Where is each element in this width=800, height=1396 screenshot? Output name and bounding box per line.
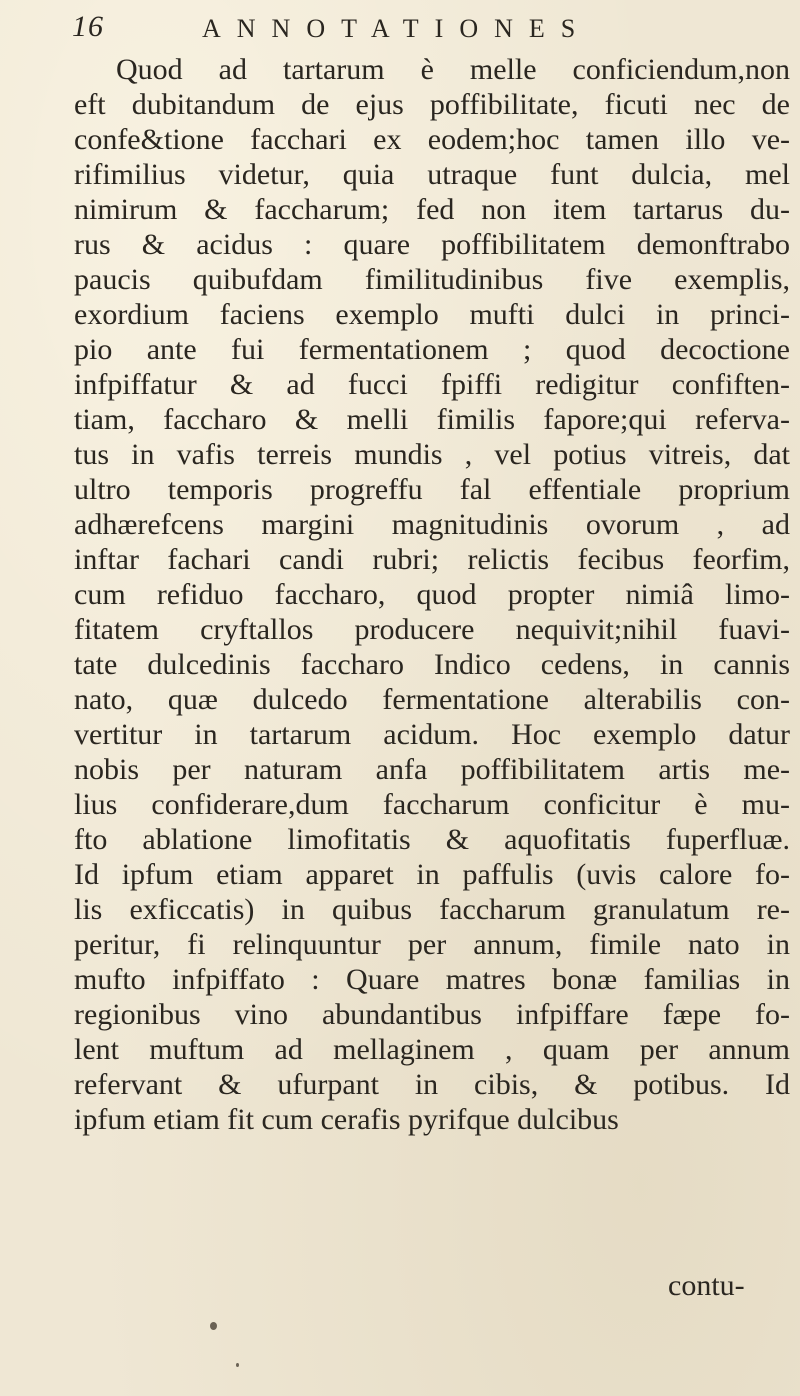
text-line: nimirum & faccharum; fed non item tartarus du- <box>74 193 790 226</box>
text-line: lis exficcatis) in quibus faccharum granulatum re- <box>74 893 790 926</box>
body-text <box>74 52 790 1137</box>
text-line: Id ipfum etiam apparet in paffulis (uvis calore fo- <box>74 858 790 891</box>
text-line: tate dulcedinis faccharo Indico cedens, in cannis <box>74 648 790 681</box>
text-line: fitatem cryftallos producere nequivit;nihil fuavi- <box>74 613 790 646</box>
text-line: infpiffatur & ad fucci fpiffi redigitur confiften- <box>74 368 790 401</box>
text-line: peritur, fi relinquuntur per annum, fimile nato in <box>74 928 790 961</box>
text-line: refervant & ufurpant in cibis, & potibus. Id <box>74 1068 790 1101</box>
text-line: tus in vafis terreis mundis , vel potius vitreis, dat <box>74 438 790 471</box>
text-line: tiam, faccharo & melli fimilis fapore;qui referva- <box>74 403 790 436</box>
text-line: rus & acidus : quare poffibilitatem demonftrabo <box>74 228 790 261</box>
text-line: mufto infpiffato : Quare matres bonæ familias in <box>74 963 790 996</box>
text-line: ultro temporis progreffu fal effentiale proprium <box>74 473 790 506</box>
text-line: vertitur in tartarum acidum. Hoc exemplo datur <box>74 718 790 751</box>
ink-speck <box>210 1322 217 1330</box>
text-line: ipfum etiam fit cum cerafis pyrifque dulcibus <box>74 1103 619 1136</box>
ink-speck <box>236 1363 239 1367</box>
text-line: cum refiduo faccharo, quod propter nimiâ limo- <box>74 578 790 611</box>
text-line: lent muftum ad mellaginem , quam per annum <box>74 1033 790 1066</box>
text-line: lius confiderare,dum faccharum conficitur è mu- <box>74 788 790 821</box>
text-line: fto ablatione limofitatis & aquofitatis fuperfluæ. <box>74 823 790 856</box>
text-line: nobis per naturam anfa poffibilitatem artis me- <box>74 753 790 786</box>
running-title: ANNOTATIONES <box>202 14 592 43</box>
text-line: regionibus vino abundantibus infpiffare fæpe fo- <box>74 998 790 1031</box>
text-line: pio ante fui fermentationem ; quod decoctione <box>74 333 790 366</box>
text-line: nato, quæ dulcedo fermentatione alterabilis con- <box>74 683 790 716</box>
running-head <box>62 10 762 50</box>
text-line: Quod ad tartarum è melle conficiendum,non <box>116 53 790 86</box>
text-line: exordium faciens exemplo mufti dulci in princi- <box>74 298 790 331</box>
text-line: eft dubitandum de ejus poffibilitate, ficuti nec de <box>74 88 790 121</box>
text-line: rifimilius videtur, quia utraque funt dulcia, mel <box>74 158 790 191</box>
catchword: contu- <box>668 1269 745 1302</box>
page-number: 16 <box>72 10 104 43</box>
text-line: paucis quibufdam fimilitudinibus five exemplis, <box>74 263 790 296</box>
text-line: adhærefcens margini magnitudinis ovorum , ad <box>74 508 790 541</box>
text-line: inftar fachari candi rubri; relictis fecibus feorfim, <box>74 543 790 576</box>
text-line: confe&tione facchari ex eodem;hoc tamen illo ve- <box>74 123 790 156</box>
